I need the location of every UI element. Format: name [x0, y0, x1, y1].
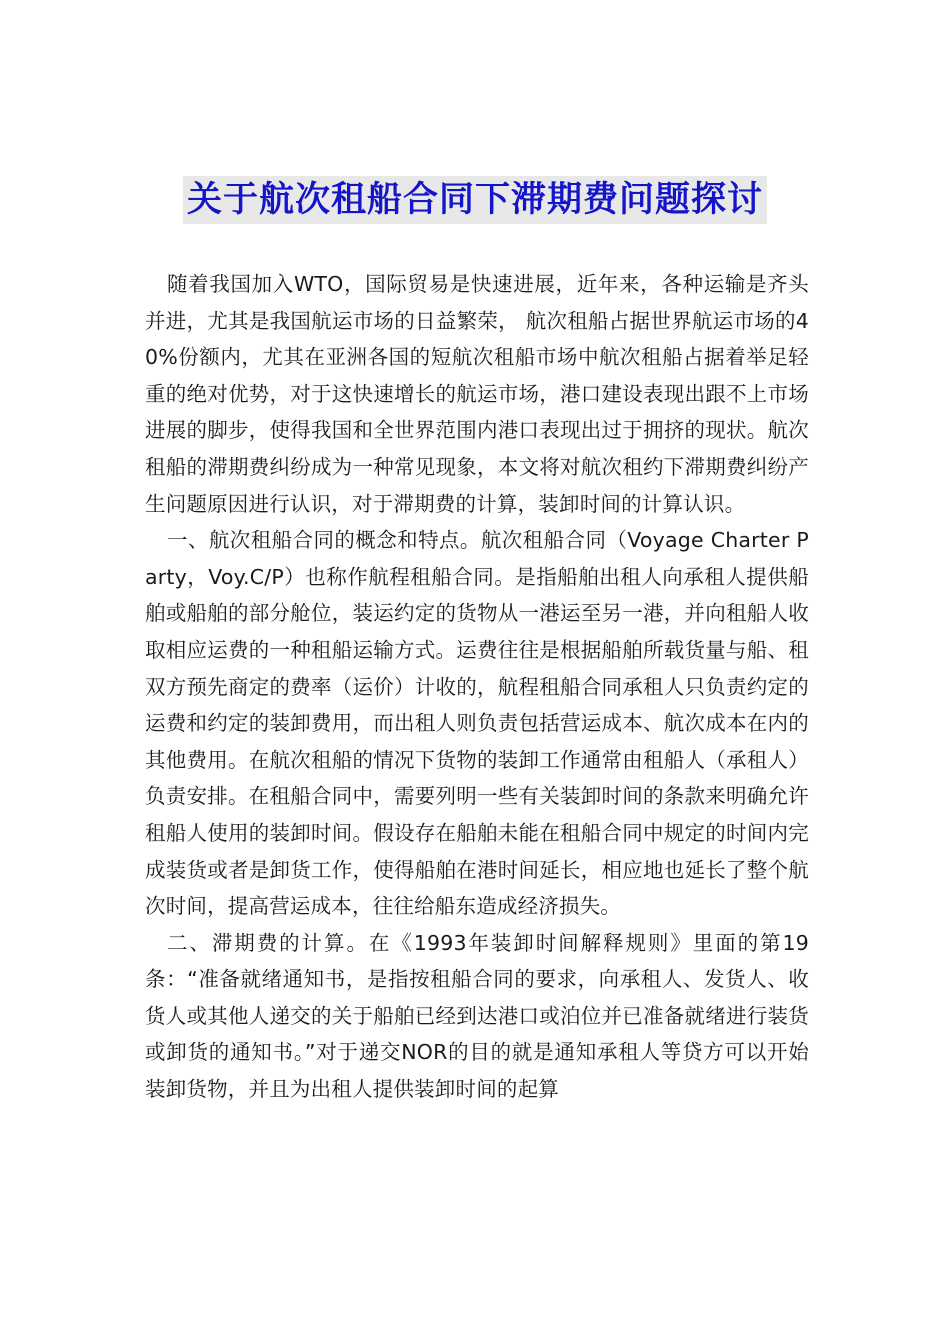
title-container [0, 176, 950, 224]
paragraph-section-two: 二、滞期费的计算。在《1993年装卸时间解释规则》里面的第19条：“准备就绪通知书，是指按租船合同的要求，向承租人、发货人、收货人或其他人递交的关于船舶已经到达港口或泊位并已准备就绪进行装货或卸货的通知书。”对于递交NOR的目的就是通知承租人等贷方可以开始装卸货物，并且为出租人提供装卸时间的起算 [145, 930, 809, 1102]
document-body [145, 266, 809, 1108]
paragraph-section-one: 一、航次租船合同的概念和特点。航次租船合同（Voyage Charter Party，Voy.C/P）也称作航程租船合同。是指船舶出租人向承租人提供船舶或船舶的部分舱位，装运约定的货物从一港运至另一港，并向租船人收取相应运费的一种租船运输方式。运费往往是根据船舶所载货量与船、租双方预先商定的费率（运价）计收的，航程租船合同承租人只负责约定的运费和约定的装卸费用，而出租人则负责包括营运成本、航次成本在内的其他费用。在航次租船的情况下货物的装卸工作通常由租船人（承租人）负责安排。在租船合同中，需要列明一些有关装卸时间的条款来明确允许租船人使用的装卸时间。假设存在船舶未能在租船合同中规定的时间内完成装货或者是卸货工作，使得船舶在港时间延长，相应地也延长了整个航次时间，提高营运成本，往往给船东造成经济损失。 [145, 528, 809, 919]
document-title: 关于航次租船合同下滞期费问题探讨 [183, 176, 767, 224]
paragraph-intro: 随着我国加入WTO，国际贸易是快速进展，近年来，各种运输是齐头并进，尤其是我国航运市场的日益繁荣， 航次租船占据世界航运市场的40%份额内，尤其在亚洲各国的短航次租船市场中航次租船占据着举足轻重的绝对优势，对于这快速增长的航运市场，港口建设表现出跟不上市场进展的脚步，使得我国和全世界范围内港口表现出过于拥挤的现状。航次租船的滞期费纠纷成为一种常见现象，本文将对航次租约下滞期费纠纷产生问题原因进行认识，对于滞期费的计算，装卸时间的计算认识。 [145, 272, 809, 516]
